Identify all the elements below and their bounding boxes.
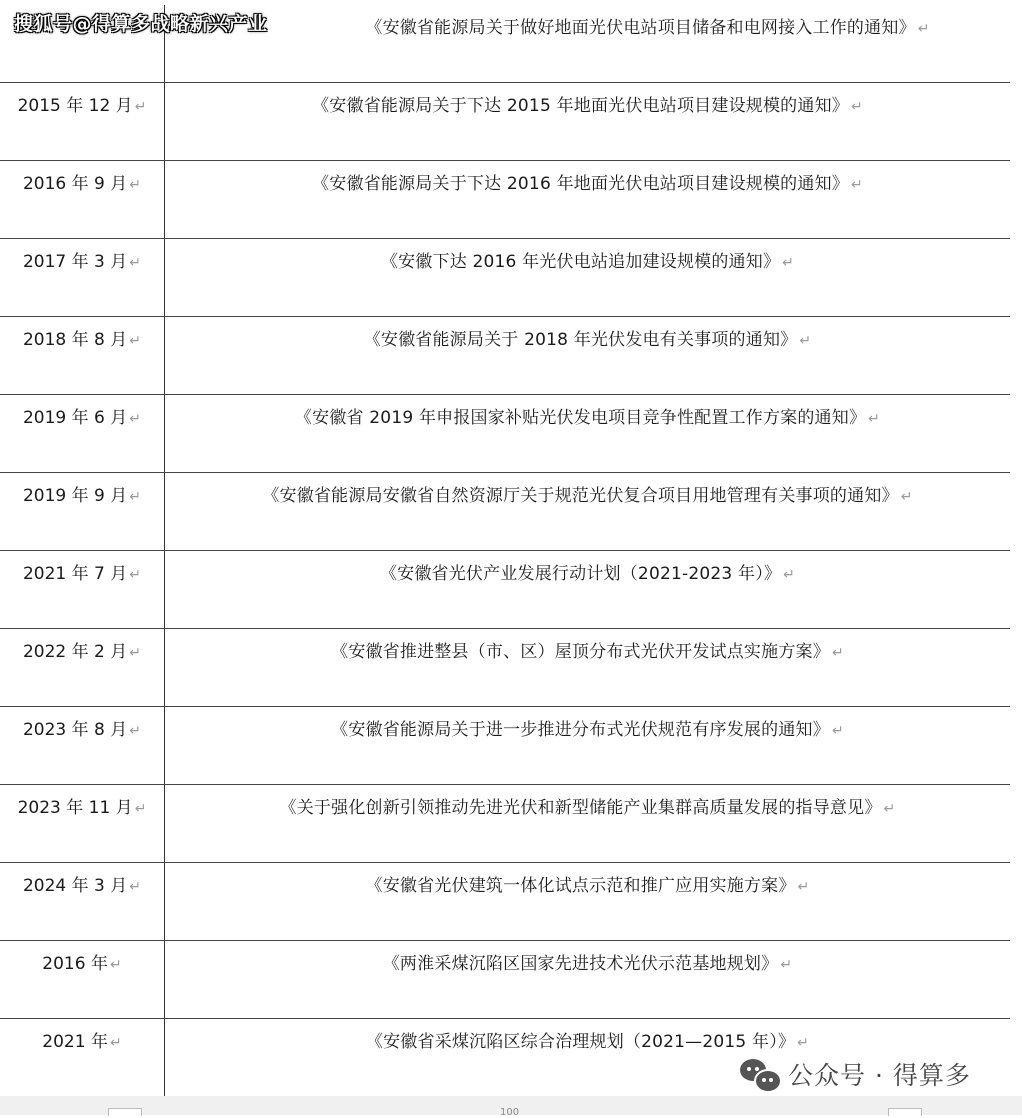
return-mark-icon: ↵ xyxy=(129,411,142,427)
date-cell xyxy=(0,1019,165,1106)
return-mark-icon: ↵ xyxy=(797,879,810,895)
date-text: 2017 年 3 月 xyxy=(22,252,128,272)
title-cell xyxy=(165,395,1010,472)
policy-title: 《安徽省能源局关于 2018 年光伏发电有关事项的通知》 xyxy=(363,330,798,350)
return-mark-icon: ↵ xyxy=(129,177,142,193)
table-row xyxy=(0,83,1010,161)
title-cell xyxy=(165,707,1010,784)
date-cell xyxy=(0,785,165,862)
title-cell xyxy=(165,317,1010,394)
return-mark-icon: ↵ xyxy=(831,723,844,739)
date-cell xyxy=(0,317,165,394)
date-text: 2018 年 8 月 xyxy=(22,330,128,350)
return-mark-icon: ↵ xyxy=(883,801,896,817)
date-cell xyxy=(0,161,165,238)
policy-title: 《安徽省能源局关于做好地面光伏电站项目储备和电网接入工作的通知》 xyxy=(365,18,916,38)
table-row xyxy=(0,395,1010,473)
date-text: 2015 年 12 月 xyxy=(17,96,133,116)
policy-table xyxy=(0,5,1010,1107)
title-cell xyxy=(165,551,1010,628)
table-row xyxy=(0,161,1010,239)
return-mark-icon: ↵ xyxy=(129,723,142,739)
policy-title: 《安徽省推进整县（市、区）屋顶分布式光伏开发试点实施方案》 xyxy=(331,642,830,662)
policy-title: 《安徽省能源局关于下达 2015 年地面光伏电站项目建设规模的通知》 xyxy=(312,96,849,116)
title-cell xyxy=(165,83,1010,160)
return-mark-icon: ↵ xyxy=(917,21,930,37)
table-row xyxy=(0,317,1010,395)
table-row xyxy=(0,785,1010,863)
title-cell xyxy=(165,5,1010,82)
policy-title: 《安徽省能源局安徽省自然资源厅关于规范光伏复合项目用地管理有关事项的通知》 xyxy=(262,486,899,506)
watermark-top: 搜狐号@得算多战略新兴产业 xyxy=(14,13,268,35)
date-text: 2023 年 8 月 xyxy=(22,720,128,740)
title-cell xyxy=(165,161,1010,238)
table-row xyxy=(0,863,1010,941)
table-row xyxy=(0,629,1010,707)
date-text: 2021 年 xyxy=(42,1032,108,1052)
date-cell xyxy=(0,395,165,472)
return-mark-icon: ↵ xyxy=(799,333,812,349)
policy-title: 《安徽下达 2016 年光伏电站追加建设规模的通知》 xyxy=(380,252,781,272)
return-mark-icon: ↵ xyxy=(900,489,913,505)
date-text: 2021 年 7 月 xyxy=(22,564,128,584)
table-row xyxy=(0,551,1010,629)
page-number: 100 xyxy=(500,1107,520,1118)
date-text: 2023 年 11 月 xyxy=(17,798,133,818)
return-mark-icon: ↵ xyxy=(783,567,796,583)
return-mark-icon: ↵ xyxy=(831,645,844,661)
policy-title: 《两淮采煤沉陷区国家先进技术光伏示范基地规划》 xyxy=(382,954,779,974)
policy-title: 《安徽省采煤沉陷区综合治理规划（2021—2015 年）》 xyxy=(365,1032,796,1052)
return-mark-icon: ↵ xyxy=(129,645,142,661)
date-text: 2024 年 3 月 xyxy=(22,876,128,896)
policy-title: 《安徽省 2019 年申报国家补贴光伏发电项目竞争性配置工作方案的通知》 xyxy=(294,408,867,428)
policy-title: 《关于强化创新引领推动先进光伏和新型储能产业集群高质量发展的指导意见》 xyxy=(279,798,882,818)
date-cell xyxy=(0,551,165,628)
date-cell xyxy=(0,83,165,160)
return-mark-icon: ↵ xyxy=(129,255,142,271)
date-text: 2016 年 xyxy=(42,954,108,974)
title-cell xyxy=(165,785,1010,862)
brand-text: 公众号 · 得算多 xyxy=(788,1061,971,1090)
table-row xyxy=(0,239,1010,317)
date-cell xyxy=(0,941,165,1018)
date-text: 2019 年 9 月 xyxy=(22,486,128,506)
return-mark-icon: ↵ xyxy=(782,255,795,271)
return-mark-icon: ↵ xyxy=(129,489,142,505)
return-mark-icon: ↵ xyxy=(129,879,142,895)
policy-title: 《安徽省能源局关于进一步推进分布式光伏规范有序发展的通知》 xyxy=(331,720,830,740)
date-cell xyxy=(0,863,165,940)
table-row xyxy=(0,707,1010,785)
return-mark-icon: ↵ xyxy=(850,177,863,193)
title-cell xyxy=(165,863,1010,940)
table-row xyxy=(0,473,1010,551)
wechat-icon xyxy=(740,1057,780,1091)
policy-title: 《安徽省能源局关于下达 2016 年地面光伏电站项目建设规模的通知》 xyxy=(312,174,849,194)
date-cell xyxy=(0,629,165,706)
date-text: 2019 年 6 月 xyxy=(22,408,128,428)
title-cell xyxy=(165,941,1010,1018)
date-cell xyxy=(0,707,165,784)
title-cell xyxy=(165,473,1010,550)
return-mark-icon: ↵ xyxy=(134,99,147,115)
return-mark-icon: ↵ xyxy=(109,1035,122,1051)
return-mark-icon: ↵ xyxy=(780,957,793,973)
policy-title: 《安徽省光伏产业发展行动计划（2021-2023 年）》 xyxy=(379,564,782,584)
date-text: 2022 年 2 月 xyxy=(22,642,128,662)
return-mark-icon: ↵ xyxy=(129,333,142,349)
return-mark-icon: ↵ xyxy=(129,567,142,583)
return-mark-icon: ↵ xyxy=(868,411,881,427)
table-row xyxy=(0,941,1010,1019)
return-mark-icon: ↵ xyxy=(109,957,122,973)
brand-watermark xyxy=(740,1056,971,1092)
date-cell xyxy=(0,473,165,550)
return-mark-icon: ↵ xyxy=(797,1035,810,1051)
title-cell xyxy=(165,239,1010,316)
date-text: 2016 年 9 月 xyxy=(22,174,128,194)
date-cell xyxy=(0,239,165,316)
return-mark-icon: ↵ xyxy=(134,801,147,817)
policy-title: 《安徽省光伏建筑一体化试点示范和推广应用实施方案》 xyxy=(365,876,796,896)
title-cell xyxy=(165,629,1010,706)
return-mark-icon: ↵ xyxy=(850,99,863,115)
